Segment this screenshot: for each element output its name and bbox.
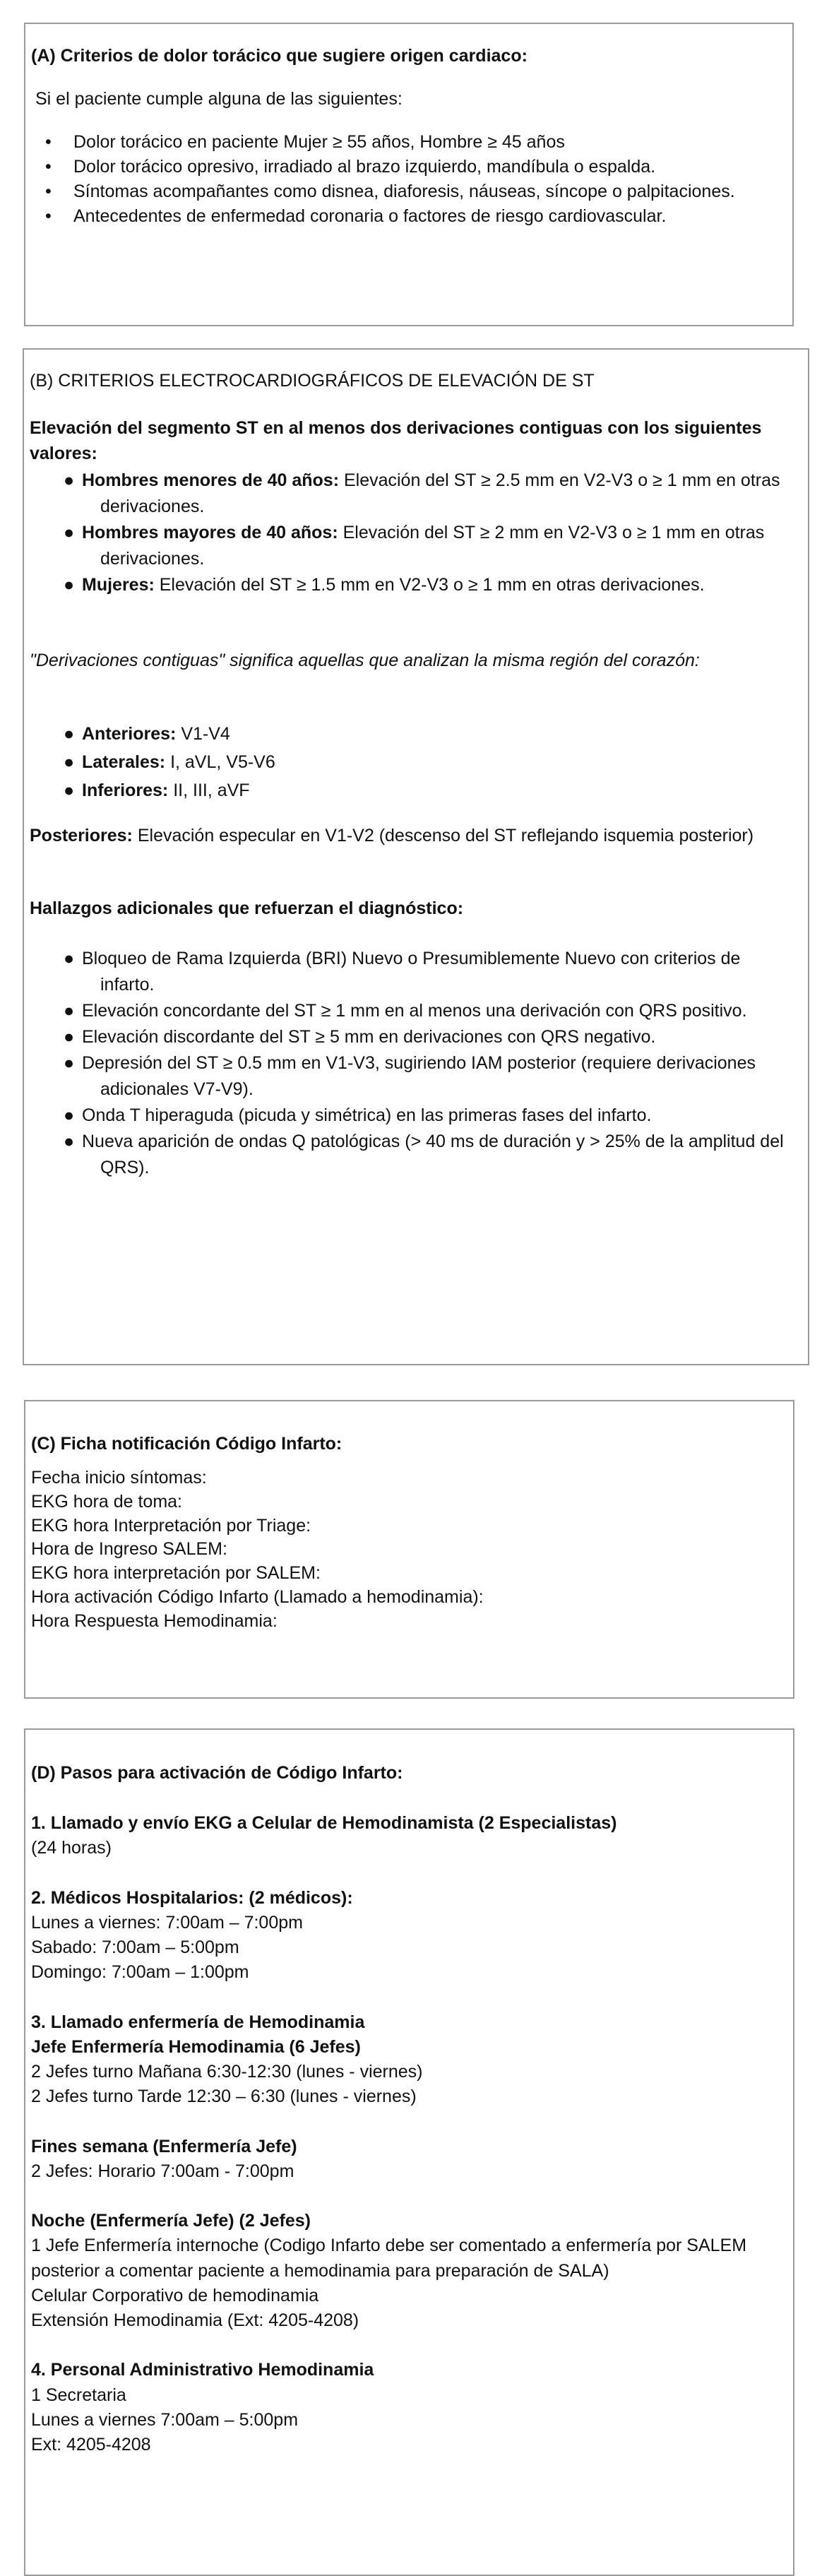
bullet-icon: ● <box>64 1001 75 1021</box>
list-item: ● Mujeres: Elevación del ST ≥ 1.5 mm en V2-V3 o ≥ 1 mm en otras derivaciones. <box>30 572 798 598</box>
schedule-line: 2 Jefes: Horario 7:00am - 7:00pm <box>31 2161 294 2181</box>
list-item: ● Inferiores: II, III, aVF <box>30 776 798 805</box>
list-item: ● Hombres menores de 40 años: Elevación del ST ≥ 2.5 mm en V2-V3 o ≥ 1 mm en otras derivaciones. <box>30 468 798 520</box>
field-label: EKG hora interpretación por SALEM: <box>31 1563 321 1584</box>
st-values-list <box>30 468 798 598</box>
night-line: 1 Jefe Enfermería internoche (Codigo Infarto debe ser comentado a enfermería por SALEM posterior a comentar paciente a hemodinamia para preparación de SALA) <box>31 2236 747 2281</box>
contiguous-note: "Derivaciones contiguas" significa aquellas que analizan la misma región del corazón: <box>30 651 700 670</box>
section-a-title: (A) Criterios de dolor torácico que sugiere origen cardiaco: <box>31 46 528 66</box>
posteriores-text: Posteriores: Elevación especular en V1-V2 (descenso del ST reflejando isquemia posterior) <box>30 826 754 845</box>
spacer <box>31 2333 772 2358</box>
bullet-icon: ● <box>64 1132 75 1151</box>
schedule-line: Sabado: 7:00am – 5:00pm <box>31 1937 239 1957</box>
step-2-title: 2. Médicos Hospitalarios: (2 médicos): <box>31 1887 353 1908</box>
step-3-title: 3. Llamado enfermería de Hemodinamia <box>31 2012 365 2032</box>
section-a-intro: Si el paciente cumple alguna de las siguientes: <box>35 89 403 109</box>
list-item: ● Nueva aparición de ondas Q patológicas (> 40 ms de duración y > 25% de la amplitud del QRS). <box>30 1129 798 1181</box>
step-1-note: (24 horas) <box>31 1838 112 1858</box>
schedule-line: 2 Jefes turno Mañana 6:30-12:30 (lunes - viernes) <box>31 2062 423 2082</box>
list-item: • Dolor torácico opresivo, irradiado al brazo izquierdo, mandíbula o espalda. <box>49 155 771 179</box>
bullet-icon: ● <box>64 724 75 744</box>
weekend-title: Fines semana (Enfermería Jefe) <box>31 2136 297 2156</box>
section-c-title: (C) Ficha notificación Código Infarto: <box>31 1434 342 1454</box>
bullet-icon: • <box>45 182 52 201</box>
list-item: ● Elevación concordante del ST ≥ 1 mm en al menos una derivación con QRS positivo. <box>30 998 798 1024</box>
schedule-line: Lunes a viernes: 7:00am – 7:00pm <box>31 1912 303 1933</box>
section-b-subtitle: Elevación del segmento ST en al menos dos derivaciones contiguas con los siguientes valores: <box>30 418 762 463</box>
bullet-icon: ● <box>64 1053 75 1073</box>
field-label: Hora activación Código Infarto (Llamado a hemodinamia): <box>31 1586 484 1607</box>
bullet-icon: ● <box>64 575 75 595</box>
additional-findings-title: Hallazgos adicionales que refuerzan el diagnóstico: <box>30 898 464 918</box>
spacer <box>31 1860 772 1885</box>
night-title: Noche (Enfermería Jefe) (2 Jefes) <box>31 2211 311 2231</box>
admin-line: Lunes a viernes 7:00am – 5:00pm <box>31 2409 299 2430</box>
step-1-title: 1. Llamado y envío EKG a Celular de Hemodinamista (2 Especialistas) <box>31 1813 617 1833</box>
bullet-icon: ● <box>64 949 75 968</box>
bullet-icon: ● <box>64 780 75 800</box>
field-label: Hora Respuesta Hemodinamia: <box>31 1610 278 1631</box>
list-item: ● Laterales: I, aVL, V5-V6 <box>30 748 798 776</box>
list-item: ● Bloqueo de Rama Izquierda (BRI) Nuevo o Presumiblemente Nuevo con criterios de infarto. <box>30 946 798 998</box>
admin-line: 1 Secretaria <box>31 2385 126 2405</box>
schedule-line: 2 Jefes turno Tarde 12:30 – 6:30 (lunes - viernes) <box>31 2087 417 2107</box>
section-b-box <box>23 348 809 1365</box>
bullet-icon: • <box>45 206 52 226</box>
list-item: • Dolor torácico en paciente Mujer ≥ 55 años, Hombre ≥ 45 años <box>49 130 771 155</box>
list-item: ● Onda T hiperaguda (picuda y simétrica) en las primeras fases del infarto. <box>30 1103 798 1129</box>
list-item: • Síntomas acompañantes como disnea, diaforesis, náuseas, síncope o palpitaciones. <box>49 179 771 204</box>
section-d-box <box>24 1728 794 2576</box>
section-d-title: (D) Pasos para activación de Código Infarto: <box>31 1763 403 1783</box>
bullet-icon: • <box>45 157 52 177</box>
notification-fields <box>31 1466 783 1634</box>
list-item: • Antecedentes de enfermedad coronaria o factores de riesgo cardiovascular. <box>49 204 771 229</box>
bullet-icon: • <box>45 132 52 152</box>
bullet-icon: ● <box>64 1105 75 1125</box>
spacer <box>31 2109 772 2134</box>
night-line: Celular Corporativo de hemodinamia <box>31 2285 319 2305</box>
list-item: ● Hombres mayores de 40 años: Elevación del ST ≥ 2 mm en V2-V3 o ≥ 1 mm en otras derivaciones. <box>30 520 798 572</box>
spacer <box>31 2184 772 2209</box>
admin-line: Ext: 4205-4208 <box>31 2435 151 2455</box>
list-item: ● Anteriores: V1-V4 <box>30 720 798 748</box>
schedule-line: Domingo: 7:00am – 1:00pm <box>31 1962 249 1983</box>
bullet-icon: ● <box>64 752 75 772</box>
activation-steps <box>31 1811 772 2457</box>
bullet-icon: ● <box>64 523 75 542</box>
section-a-list <box>45 130 771 229</box>
list-item: ● Depresión del ST ≥ 0.5 mm en V1-V3, sugiriendo IAM posterior (requiere derivaciones adicionales V7-V9). <box>30 1050 798 1103</box>
additional-findings-list <box>30 946 798 1181</box>
section-a-box <box>24 23 794 326</box>
step-3-subtitle: Jefe Enfermería Hemodinamia (6 Jefes) <box>31 2036 361 2057</box>
section-b-title: (B) CRITERIOS ELECTROCARDIOGRÁFICOS DE ELEVACIÓN DE ST <box>30 371 595 391</box>
field-label: EKG hora de toma: <box>31 1491 183 1512</box>
night-line: Extensión Hemodinamia (Ext: 4205-4208) <box>31 2310 359 2330</box>
step-4-title: 4. Personal Administrativo Hemodinamia <box>31 2360 374 2380</box>
field-label: EKG hora Interpretación por Triage: <box>31 1515 311 1536</box>
field-label: Fecha inicio síntomas: <box>31 1468 207 1488</box>
bullet-icon: ● <box>64 1027 75 1047</box>
bullet-icon: ● <box>64 470 75 490</box>
list-item: ● Elevación discordante del ST ≥ 5 mm en derivaciones con QRS negativo. <box>30 1024 798 1050</box>
spacer <box>31 1985 772 2010</box>
regions-list <box>30 720 798 805</box>
field-label: Hora de Ingreso SALEM: <box>31 1539 227 1560</box>
section-c-box <box>24 1400 794 1699</box>
